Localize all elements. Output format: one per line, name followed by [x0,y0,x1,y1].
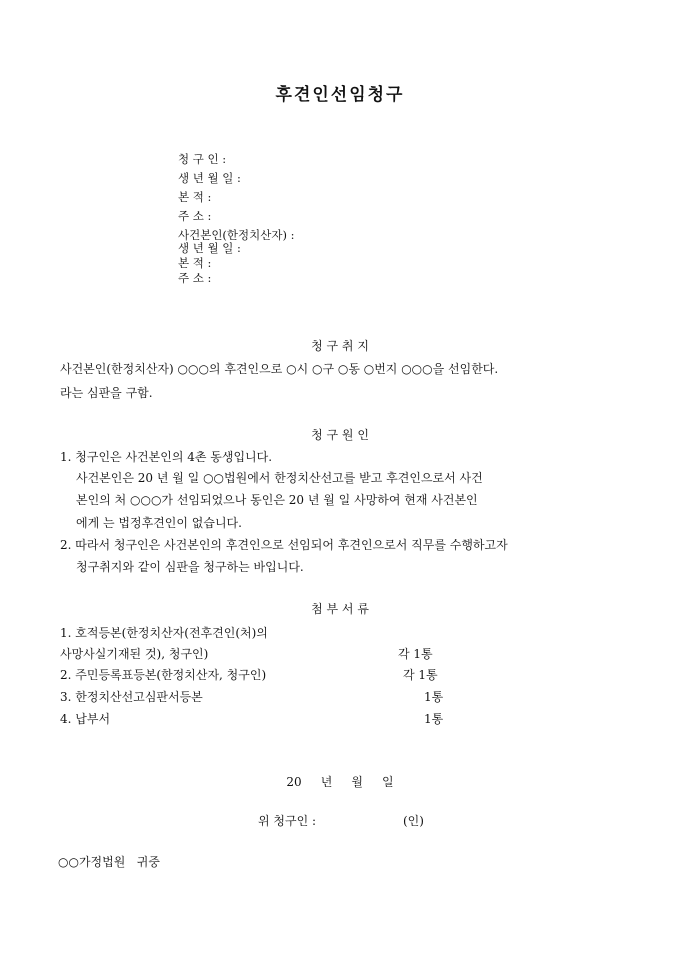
subject-person-label: 사건본인(한정치산자) : [178,228,295,242]
seal-mark: (인) [403,814,424,828]
attachment-item: 4. 납부서 [60,712,111,726]
attachment-item: 1. 호적등본(한정치산자(전후견인(처)의 [60,626,268,640]
attachment-item: 2. 주민등록표등본(한정치산자, 청구인) [60,668,267,682]
attachments-heading: 첨 부 서 류 [311,602,369,616]
claim-cause-line: 2. 따라서 청구인은 사건본인의 후견인으로 선임되어 후견인으로서 직무를 수행하고자 [60,538,508,552]
attachment-count: 각 1통 [398,647,433,661]
attachment-item-continued: 사망사실기재된 것), 청구인) [60,647,209,661]
claim-purpose-line: 라는 심판을 구함. [60,386,153,400]
birthdate-label: 생 년 월 일 : [178,171,241,185]
subject-birthdate-label: 생 년 월 일 : [178,241,241,255]
claim-cause-line: 청구취지와 같이 심판을 청구하는 바입니다. [76,560,304,574]
registry-label: 본 적 : [178,190,212,204]
document-title: 후견인선임청구 [275,85,405,105]
applicant-label: 청 구 인 : [178,152,227,166]
date-line: 20 년 월 일 [286,775,394,789]
address-label: 주 소 : [178,209,212,223]
court-addressee: ○○가정법원 귀중 [58,855,160,869]
claim-cause-line: 1. 청구인은 사건본인의 4촌 동생입니다. [60,450,273,464]
attachment-item: 3. 한정치산선고심판서등본 [60,690,203,704]
claim-cause-line: 에게 는 법정후견인이 없습니다. [76,516,242,530]
claim-purpose-line: 사건본인(한정치산자) ○○○의 후견인으로 ○시 ○구 ○동 ○번지 ○○○을 선임한다. [60,362,499,376]
attachment-count: 1통 [424,690,444,704]
claim-purpose-heading: 청 구 취 지 [311,339,369,353]
signature-label: 위 청구인 : [258,814,317,828]
subject-address-label: 주 소 : [178,271,212,285]
subject-registry-label: 본 적 : [178,256,212,270]
claim-cause-line: 사건본인은 20 년 월 일 ○○법원에서 한정치산선고를 받고 후견인으로서 사건 [76,471,483,485]
attachment-count: 각 1통 [403,668,438,682]
attachment-count: 1통 [424,712,444,726]
claim-cause-heading: 청 구 원 인 [311,428,369,442]
claim-cause-line: 본인의 처 ○○○가 선임되었으나 동인은 20 년 월 일 사망하여 현재 사건본인 [76,493,478,507]
